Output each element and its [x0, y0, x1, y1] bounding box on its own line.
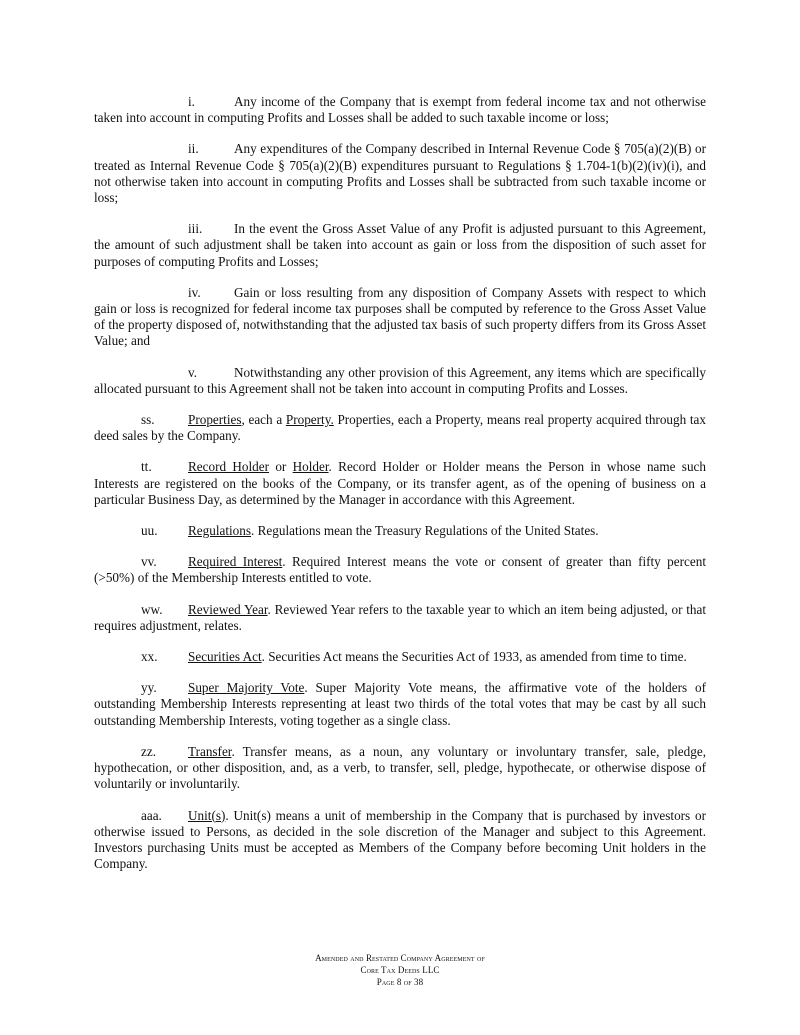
defined-term: Property.: [285, 412, 334, 428]
definition-securities-act: [94, 649, 706, 665]
definition-regulations: [94, 523, 706, 539]
roman-item-v: [94, 365, 706, 397]
definition-connector: or: [269, 459, 293, 475]
definition-text: . Reviewed Year refers to the taxable year to which an item being adjusted, or that requires adjustment, relates.: [94, 601, 706, 633]
roman-item-iv: [94, 285, 706, 350]
definition-record-holder: [94, 459, 706, 508]
defined-term: Unit(s): [188, 807, 226, 823]
definition-units: [94, 808, 706, 873]
defined-term: Super Majority Vote: [188, 680, 305, 696]
definition-number: ss.: [141, 412, 155, 428]
footer-page-number: Page 8 of 38: [376, 977, 424, 987]
footer-agreement-title: Amended and Restated Company Agreement of: [315, 953, 485, 963]
item-text: Any income of the Company that is exempt from federal income tax and not otherwise taken into account in computing Profits and Losses shall be added to such taxable income or loss;: [94, 94, 706, 126]
definition-transfer: [94, 744, 706, 793]
item-number: iv.: [188, 284, 201, 300]
definition-number: vv.: [141, 554, 157, 570]
definition-text: Properties, each a Property, means real property acquired through tax deed sales by the Company.: [94, 412, 706, 444]
definition-text: . Super Majority Vote means, the affirmative vote of the holders of outstanding Membership Interests representing at least two thirds of the total votes that may be cast by all such outstanding Membership Interests, voting together as a single class.: [94, 680, 706, 728]
definition-connector: , each a: [241, 412, 286, 428]
definition-properties: [94, 412, 706, 444]
definition-text: . Required Interest means the vote or consent of greater than fifty percent (>50%) of the Membership Interests entitled to vote.: [94, 554, 706, 586]
definition-reviewed-year: [94, 602, 706, 634]
definition-text: . Record Holder or Holder means the Person in whose name such Interests are registered on the books of the Company, or its transfer agent, as of the opening of business on a particular Business Day, as determined by the Manager in accordance with this Agreement.: [94, 459, 706, 507]
defined-term: Securities Act: [188, 649, 262, 665]
page-footer: [0, 952, 800, 988]
definition-number: zz.: [141, 743, 157, 759]
roman-item-iii: [94, 221, 706, 270]
defined-term: Reviewed Year: [188, 601, 268, 617]
roman-item-ii: [94, 141, 706, 206]
definition-number: uu.: [141, 523, 158, 539]
item-text: In the event the Gross Asset Value of any Profit is adjusted pursuant to this Agreement, the amount of such adjustment shall be taken into account as gain or loss from the disposition of such asset for purposes of computing Profits and Losses;: [94, 221, 706, 269]
definition-super-majority-vote: [94, 680, 706, 729]
item-text: Notwithstanding any other provision of this Agreement, any items which are specifically allocated pursuant to this Agreement shall not be taken into account in computing Profits and Losses.: [94, 364, 706, 396]
item-number: i.: [188, 94, 195, 109]
item-number: iii.: [188, 221, 203, 237]
page-body: [94, 94, 706, 887]
definition-required-interest: [94, 554, 706, 586]
item-text: Gain or loss resulting from any disposition of Company Assets with respect to which gain or loss is recognized for federal income tax purposes shall be computed by reference to the Gross Asset Value of the property disposed of, notwithstanding that the adjusted tax basis of such property differs from its Gross Asset Value; and: [94, 284, 706, 349]
definition-number: aaa.: [141, 807, 162, 823]
item-number: v.: [188, 364, 198, 380]
definition-text: . Transfer means, as a noun, any voluntary or involuntary transfer, sale, pledge, hypothecation, or other disposition, and, as a verb, to transfer, sell, pledge, hypothecate, or otherwise dispose of voluntarily or involuntarily.: [94, 743, 706, 792]
item-number: ii.: [188, 141, 199, 157]
definition-number: xx.: [141, 649, 158, 665]
defined-term: Properties: [188, 412, 242, 428]
definition-text: . Securities Act means the Securities Act of 1933, as amended from time to time.: [261, 649, 687, 665]
footer-company-name: Core Tax Deeds LLC: [360, 965, 440, 975]
item-text: Any expenditures of the Company described in Internal Revenue Code § 705(a)(2)(B) or treated as Internal Revenue Code § 705(a)(2)(B) expenditures pursuant to Regulations § 1.704-1(b)(2)(iv)(i), and not otherwise taken into account in computing Profits and Losses shall be subtracted from such taxable income or loss;: [94, 141, 706, 206]
defined-term: Transfer: [188, 743, 232, 759]
defined-term: Holder: [292, 459, 329, 475]
definition-text: . Unit(s) means a unit of membership in the Company that is purchased by investors or otherwise issued to Persons, as decided in the sole discretion of the Manager and subject to this Agreement. Investors purchasing Units must be accepted as Members of the Company before becoming Unit holders in the Company.: [94, 807, 706, 872]
definition-number: yy.: [141, 680, 157, 696]
definition-number: ww.: [141, 601, 163, 617]
defined-term: Record Holder: [188, 459, 270, 475]
definition-text: . Regulations mean the Treasury Regulations of the United States.: [251, 523, 599, 539]
roman-item-i: [94, 94, 706, 126]
definition-number: tt.: [141, 459, 152, 475]
defined-term: Regulations: [188, 523, 252, 539]
defined-term: Required Interest: [188, 554, 283, 570]
